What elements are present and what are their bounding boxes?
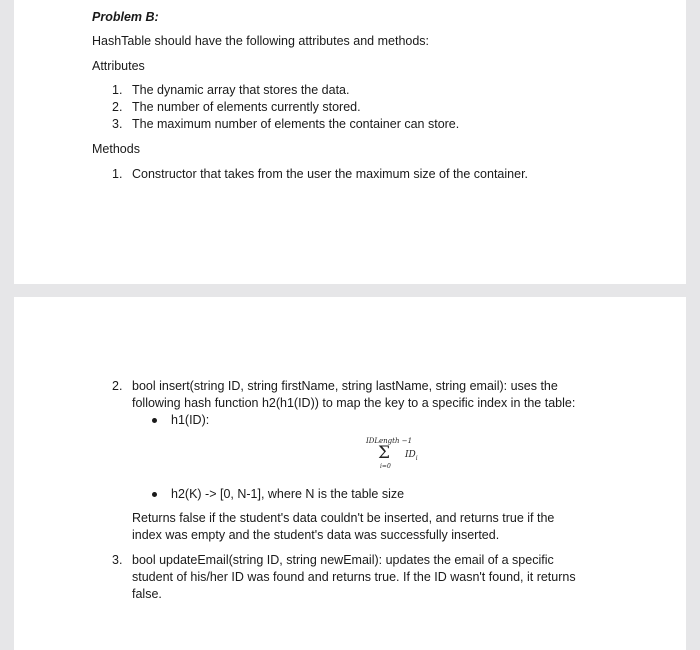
formula-lower-limit: i=0 <box>380 463 391 470</box>
update-line-3: false. <box>132 587 162 601</box>
h1-label: h1(ID): <box>171 413 210 427</box>
document-page-2 <box>14 297 686 650</box>
list-number: 1. <box>112 83 123 97</box>
formula-term-base: ID <box>405 450 416 460</box>
document-page-1 <box>14 0 686 284</box>
list-number: 2. <box>112 379 123 393</box>
list-number: 3. <box>112 117 123 131</box>
insert-line-2: following hash function h2(h1(ID)) to map the key to a specific index in the table: <box>132 396 576 410</box>
problem-title: Problem B: <box>92 10 159 24</box>
list-item: The maximum number of elements the container can store. <box>132 117 460 131</box>
update-line-2: student of his/her ID was found and returns true. If the ID wasn't found, it returns <box>132 570 576 584</box>
bullet-icon <box>152 418 157 423</box>
insert-note-line-1: Returns false if the student's data couldn't be inserted, and returns true if the <box>132 511 555 525</box>
attributes-heading: Attributes <box>92 59 145 73</box>
formula-term <box>405 450 418 462</box>
sigma-icon: Σ <box>378 443 391 463</box>
insert-note-line-2: index was empty and the student's data was successfully inserted. <box>132 528 500 542</box>
method-constructor: Constructor that takes from the user the maximum size of the container. <box>132 167 529 181</box>
list-item: The dynamic array that stores the data. <box>132 83 350 97</box>
update-line-1: bool updateEmail(string ID, string newEmail): updates the email of a specific <box>132 553 554 567</box>
list-number: 2. <box>112 100 123 114</box>
list-item: The number of elements currently stored. <box>132 100 361 114</box>
intro-text: HashTable should have the following attributes and methods: <box>92 34 430 48</box>
list-number: 3. <box>112 553 123 567</box>
methods-heading: Methods <box>92 142 140 156</box>
list-number: 1. <box>112 167 123 181</box>
formula-upper-limit: IDLength −1 <box>366 437 413 445</box>
insert-line-1: bool insert(string ID, string firstName, string lastName, string email): uses the <box>132 379 558 393</box>
formula-term-subscript: i <box>415 454 418 462</box>
h2-label: h2(K) -> [0, N-1], where N is the table size <box>171 487 405 501</box>
bullet-icon <box>152 492 157 497</box>
